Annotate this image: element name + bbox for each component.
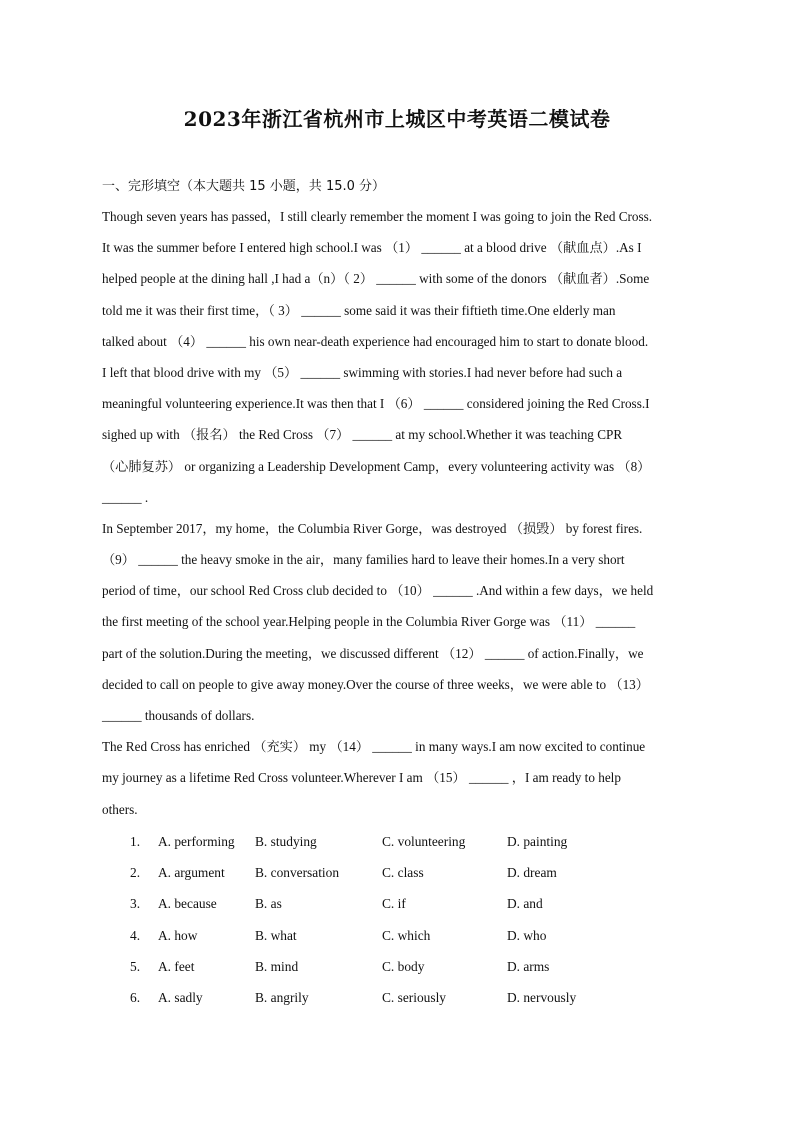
option-b: B. what — [255, 927, 297, 943]
option-c: C. if — [382, 896, 406, 912]
option-a: A. sadly — [158, 989, 203, 1005]
passage-line: ______ thousands of dollars. — [102, 708, 255, 723]
passage-line: helped people at the dining hall ,I had a（n）（ 2） ______ with some of the donors （献血者）.Some — [102, 271, 650, 287]
option-d: D. and — [507, 896, 543, 912]
passage-line: period of time，our school Red Cross club decided to （10） ______ .And within a few days，we held — [102, 583, 654, 599]
question-number: 3. — [130, 896, 141, 912]
question-row — [102, 982, 694, 1013]
passage-line: ______ . — [102, 489, 149, 505]
question-number: 5. — [130, 958, 141, 974]
option-b: B. conversation — [255, 865, 340, 881]
question-row — [102, 888, 694, 919]
passage-line: The Red Cross has enriched （充实） my （14） ______ in many ways.I am now excited to continue — [102, 739, 646, 755]
option-d: D. painting — [507, 834, 568, 849]
passage-line: others. — [102, 801, 138, 817]
question-row — [102, 826, 694, 857]
option-b: B. studying — [255, 834, 317, 849]
passage-line: （心肺复苏） or organizing a Leadership Development Camp，every volunteering activity was （8） — [102, 458, 651, 474]
option-d: D. dream — [507, 865, 557, 881]
option-c: C. volunteering — [382, 834, 466, 849]
question-number: 2. — [130, 865, 141, 881]
passage-line: talked about （4） ______ his own near-death experience had encouraged him to start to donate blood. — [102, 333, 649, 349]
option-b: B. mind — [255, 958, 299, 974]
question-number: 4. — [130, 927, 141, 943]
passage-line: （9） ______ the heavy smoke in the air，many families hard to leave their homes.In a very short — [102, 552, 625, 568]
passage-line: It was the summer before I entered high school.I was （1） ______ at a blood drive （献血点）.As I — [102, 240, 642, 256]
passage-line: I left that blood drive with my （5） ______ swimming with stories.I had never before had such a — [102, 364, 623, 380]
option-d: D. who — [507, 927, 547, 943]
question-row — [102, 857, 694, 888]
option-c: C. body — [382, 958, 425, 974]
passage-line: sighed up with （报名） the Red Cross （7） ______ at my school.Whether it was teaching CPR — [102, 427, 623, 443]
question-row — [102, 920, 694, 951]
passage-line: In September 2017，my home，the Columbia River Gorge，was destroyed （损毁） by forest fires. — [102, 520, 643, 536]
passage-line: decided to call on people to give away money.Over the course of three weeks，we were able to （13） — [102, 676, 649, 692]
option-b: B. as — [255, 896, 282, 912]
option-a: A. performing — [158, 834, 235, 849]
option-c: C. seriously — [382, 989, 446, 1005]
option-a: A. how — [158, 927, 198, 943]
passage-line: part of the solution.During the meeting，we discussed different （12） ______ of action.Finally，we — [102, 645, 644, 661]
cloze-passage — [102, 201, 694, 825]
passage-line: told me it was their first time，（ 3） ______ some said it was their fiftieth time.One elderly man — [102, 302, 616, 318]
option-c: C. which — [382, 927, 431, 943]
question-row — [102, 951, 694, 982]
page-title: 2023年浙江省杭州市上城区中考英语二模试卷 — [183, 107, 611, 131]
option-a: A. argument — [158, 865, 225, 881]
question-number: 1. — [130, 834, 141, 849]
section-heading: 一、完形填空（本大题共 15 小题，共 15.0 分） — [102, 179, 386, 194]
passage-line: meaningful volunteering experience.It was then that I （6） ______ considered joining the Red Cross.I — [102, 396, 650, 412]
passage-line: my journey as a lifetime Red Cross volunteer.Wherever I am （15） ______ ，I am ready to help — [102, 770, 621, 786]
option-d: D. arms — [507, 958, 550, 974]
answer-options — [102, 826, 694, 1013]
passage-line: the first meeting of the school year.Helping people in the Columbia River Gorge was （11） ______ — [102, 614, 636, 630]
option-b: B. angrily — [255, 989, 309, 1005]
question-number: 6. — [130, 989, 141, 1005]
option-a: A. feet — [158, 958, 195, 974]
option-c: C. class — [382, 865, 424, 881]
option-a: A. because — [158, 896, 217, 912]
passage-line: Though seven years has passed，I still clearly remember the moment I was going to join the Red Cross. — [102, 209, 653, 224]
option-d: D. nervously — [507, 989, 577, 1005]
